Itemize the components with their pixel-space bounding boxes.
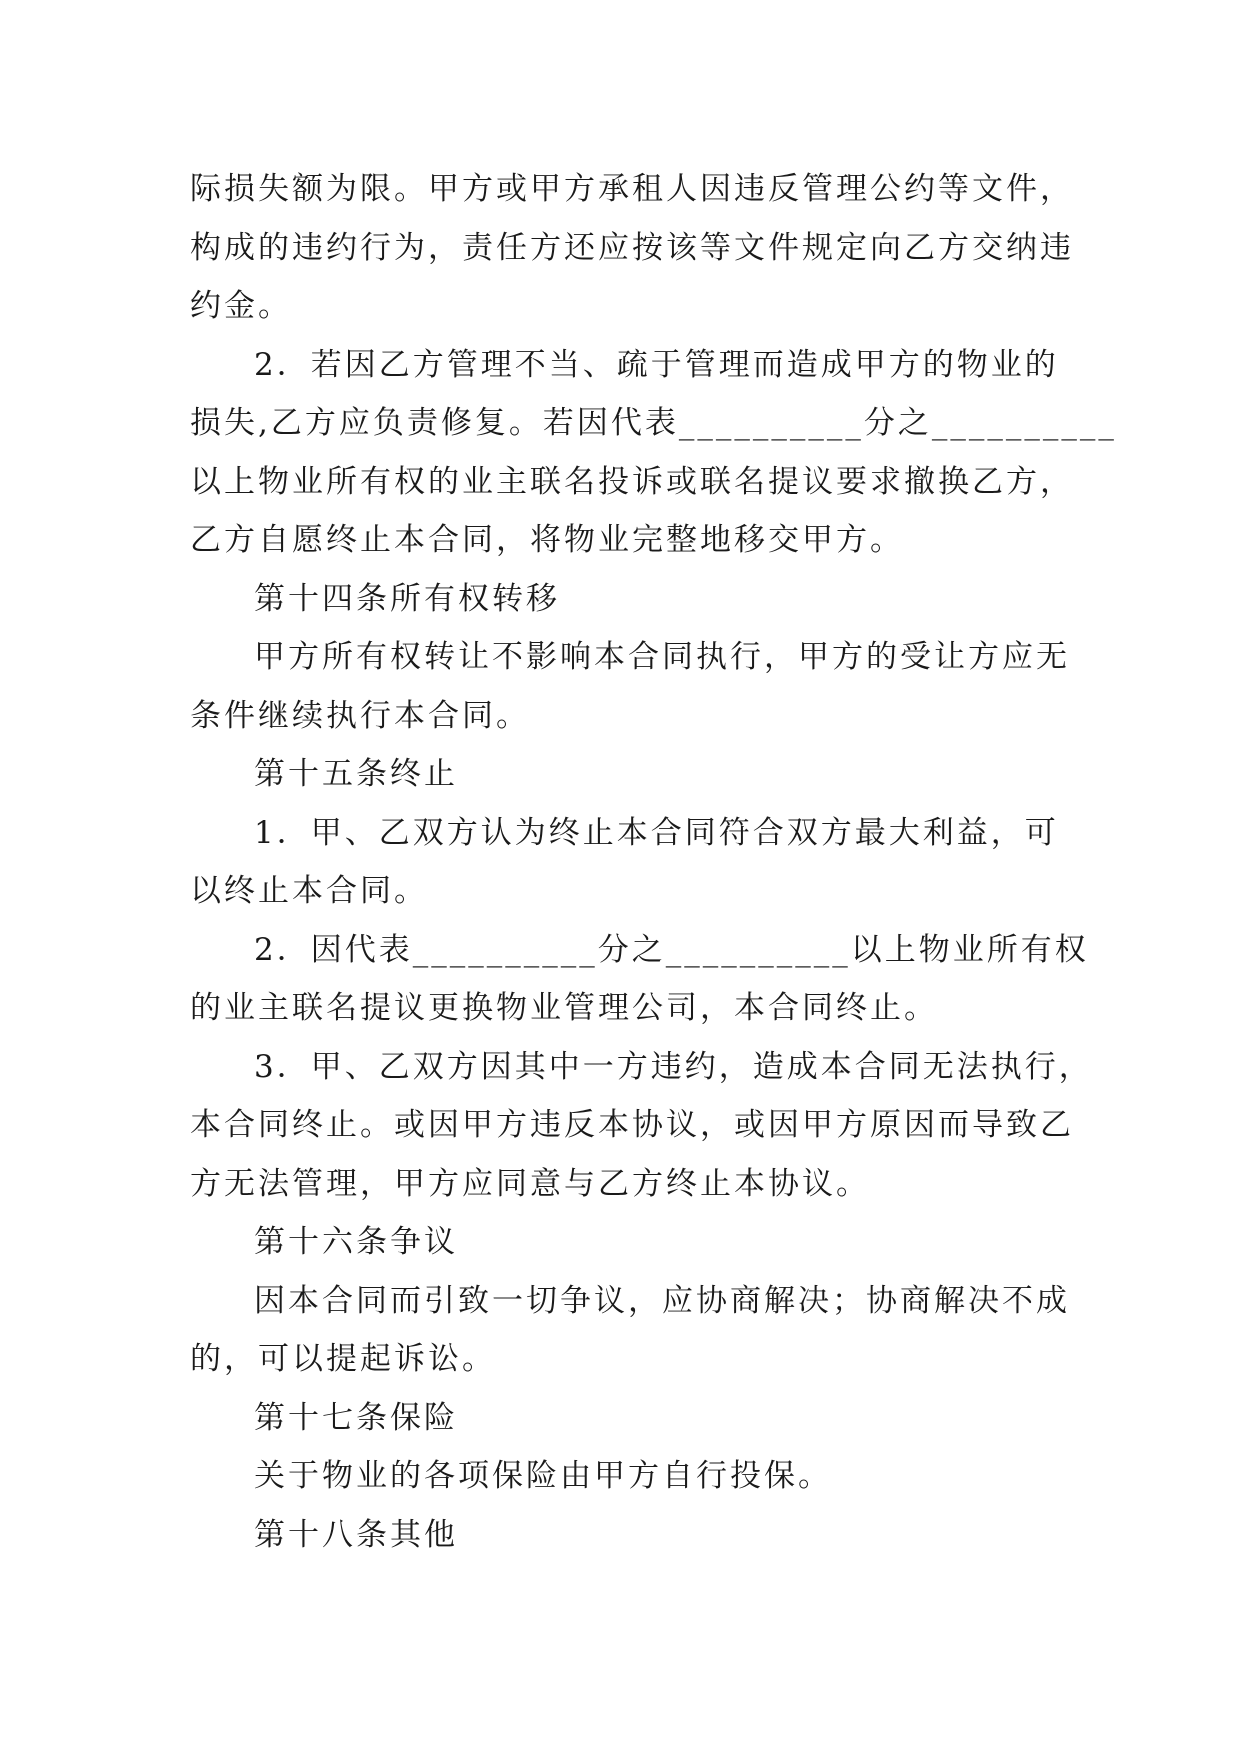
paragraph-line: 际损失额为限。甲方或甲方承租人因违反管理公约等文件， [190, 171, 1074, 207]
paragraph-line: 1．甲、乙双方认为终止本合同符合双方最大利益，可 [254, 814, 1059, 851]
paragraph-line: 方无法管理，甲方应同意与乙方终止本协议。 [190, 1165, 870, 1202]
section-heading: 第十六条争议 [254, 1224, 458, 1260]
paragraph-line: 构成的违约行为，责任方还应按该等文件规定向乙方交纳违 [190, 229, 1074, 266]
paragraph-line: 乙方自愿终止本合同，将物业完整地移交甲方。 [190, 522, 904, 558]
paragraph-line: 的，可以提起诉讼。 [190, 1341, 496, 1377]
paragraph-line: 以上物业所有权的业主联名投诉或联名提议要求撤换乙方， [190, 463, 1074, 500]
paragraph-line: 2．若因乙方管理不当、疏于管理而造成甲方的物业的 [254, 346, 1059, 383]
paragraph-line: 甲方所有权转让不影响本合同执行，甲方的受让方应无 [254, 639, 1070, 675]
section-heading: 第十四条所有权转移 [254, 580, 560, 617]
document-page [190, 160, 1117, 1564]
paragraph-line: 约金。 [190, 288, 292, 324]
paragraph-line: 因本合同而引致一切争议，应协商解决；协商解决不成 [254, 1282, 1070, 1319]
section-heading: 第十八条其他 [254, 1516, 458, 1553]
paragraph-line: 条件继续执行本合同。 [190, 697, 530, 734]
paragraph-line: 损失,乙方应负责修复。若因代表__________分之__________ [190, 405, 1117, 441]
section-heading: 第十七条保险 [254, 1399, 458, 1436]
paragraph-line: 以终止本合同。 [190, 873, 428, 909]
paragraph-line: 3．甲、乙双方因其中一方违约，造成本合同无法执行， [254, 1048, 1093, 1085]
paragraph-line: 的业主联名提议更换物业管理公司，本合同终止。 [190, 990, 938, 1026]
paragraph-line: 本合同终止。或因甲方违反本协议，或因甲方原因而导致乙 [190, 1107, 1074, 1143]
paragraph-line: 2．因代表__________分之__________以上物业所有权 [254, 931, 1089, 968]
paragraph-line: 关于物业的各项保险由甲方自行投保。 [254, 1458, 832, 1494]
section-heading: 第十五条终止 [254, 756, 458, 792]
